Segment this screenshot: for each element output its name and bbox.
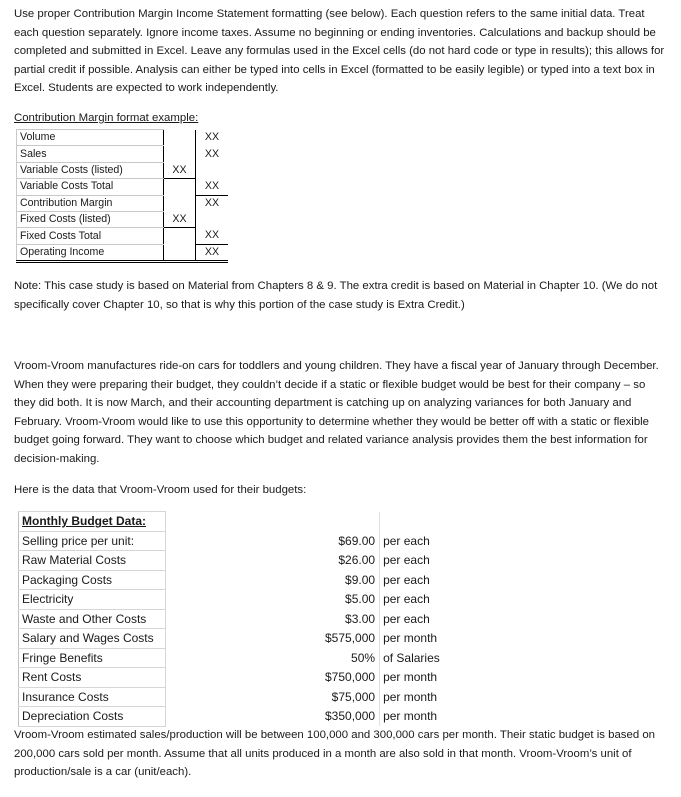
budget-unit: per each	[380, 551, 449, 571]
table-row	[19, 629, 449, 649]
cm-label: Variable Costs (listed)	[17, 162, 164, 178]
budget-value: $26.00	[338, 553, 376, 568]
table-row	[19, 551, 449, 571]
budget-value: $9.00	[345, 572, 376, 587]
budget-value: $750,000	[325, 670, 376, 685]
budget-unit: per month	[380, 687, 449, 707]
cm-col1	[164, 179, 196, 195]
budget-unit: per month	[380, 707, 449, 727]
budget-unit: per each	[380, 531, 449, 551]
budget-label: Insurance Costs	[19, 687, 166, 707]
budget-unit: per each	[380, 609, 449, 629]
cm-col1	[164, 195, 196, 211]
budget-label: Salary and Wages Costs	[19, 629, 166, 649]
table-row	[17, 244, 229, 261]
cm-col2: XX	[196, 244, 229, 261]
cm-col2	[196, 211, 229, 227]
budget-label: Fringe Benefits	[19, 648, 166, 668]
cm-label: Variable Costs Total	[17, 179, 164, 195]
closing-paragraph: Vroom-Vroom estimated sales/production will be between 100,000 and 300,000 cars per month. Their static budget is based on 200,000 cars sold per month. Assume that all units produced in a month are also sold in that month. Vroom-Vroom’s unit of production/sale is a car (unit/each).	[14, 729, 655, 779]
budget-value: $5.00	[345, 592, 376, 607]
budget-value: 50%	[351, 650, 376, 665]
table-row	[19, 531, 449, 551]
cm-col1: XX	[164, 162, 196, 178]
table-row	[17, 211, 229, 227]
table-row	[17, 179, 229, 195]
budget-value: $350,000	[325, 709, 376, 724]
cm-col1	[164, 130, 196, 146]
cm-label: Sales	[17, 146, 164, 162]
budget-table	[18, 511, 448, 727]
cm-col1	[164, 228, 196, 244]
table-row	[19, 648, 449, 668]
instructions-paragraph: Use proper Contribution Margin Income Statement formatting (see below). Each question refers to the same initial data. Treat each question separately. Ignore income taxes. Assume no beginning or ending inventories. Calculations and backup should be completed and submitted in Excel. Leave any formulas used in the Excel cells (do not hard code or type in results); this allows for partial credit if possible. Analysis can either be typed into cells in Excel (formatted to be easily legible) or typed into a text box in Excel. Students are expected to work independently.	[14, 8, 665, 95]
budget-label: Rent Costs	[19, 668, 166, 688]
table-row	[19, 668, 449, 688]
budget-label: Electricity	[19, 590, 166, 610]
budget-unit: per month	[380, 629, 449, 649]
cm-col2: XX	[196, 228, 229, 244]
table-row	[17, 130, 229, 146]
table-row	[17, 195, 229, 211]
table-row	[19, 609, 449, 629]
table-row	[19, 590, 449, 610]
cm-label: Operating Income	[17, 244, 164, 261]
budget-label: Raw Material Costs	[19, 551, 166, 571]
cm-col2	[196, 162, 229, 178]
budget-unit: of Salaries	[380, 648, 449, 668]
budget-unit: per each	[380, 570, 449, 590]
budget-unit: per each	[380, 590, 449, 610]
budget-label: Depreciation Costs	[19, 707, 166, 727]
cm-label: Contribution Margin	[17, 195, 164, 211]
cm-example-table	[16, 129, 228, 263]
scenario-paragraph: Vroom-Vroom manufactures ride-on cars for toddlers and young children. They have a fiscal year of January through December. When they were preparing their budget, they couldn’t decide if a static or flexible budget would be best for their company – so they did both. It is now March, and their accounting department is catching up on analyzing variances for both January and February. Vroom-Vroom would like to use this opportunity to determine whether they would be better off with a static or flexible budget going forward. They want to choose which budget and related variance analysis provides them the best information for decision-making.	[14, 360, 659, 465]
cm-label: Fixed Costs (listed)	[17, 211, 164, 227]
table-row	[17, 228, 229, 244]
cm-label: Volume	[17, 130, 164, 146]
cm-col1	[164, 244, 196, 261]
table-row	[19, 707, 449, 727]
budget-label: Waste and Other Costs	[19, 609, 166, 629]
cm-label: Fixed Costs Total	[17, 228, 164, 244]
note-paragraph: Note: This case study is based on Material from Chapters 8 & 9. The extra credit is based on Material in Chapter 10. (We do not specifically cover Chapter 10, so that is why this portion of the case study is Extra Credit.)	[14, 280, 658, 311]
budget-label: Selling price per unit:	[19, 531, 166, 551]
budget-label: Packaging Costs	[19, 570, 166, 590]
budget-value: $3.00	[345, 611, 376, 626]
budget-heading: Monthly Budget Data:	[19, 512, 166, 532]
cm-col2: XX	[204, 197, 220, 209]
table-row	[19, 687, 449, 707]
table-row	[19, 570, 449, 590]
cm-col2: XX	[196, 179, 229, 195]
budget-value: $69.00	[338, 533, 376, 548]
cm-col2: XX	[204, 131, 220, 144]
budget-unit: per month	[380, 668, 449, 688]
cm-col1: XX	[164, 211, 196, 227]
table-row	[19, 512, 449, 532]
cm-col2: XX	[204, 147, 220, 160]
budget-value: $575,000	[325, 631, 376, 646]
table-row	[17, 146, 229, 162]
cm-example-title: Contribution Margin format example:	[14, 112, 199, 124]
cm-col1	[164, 146, 196, 162]
table-row	[17, 162, 229, 178]
data-intro: Here is the data that Vroom-Vroom used for their budgets:	[14, 484, 307, 496]
budget-value: $75,000	[331, 689, 376, 704]
